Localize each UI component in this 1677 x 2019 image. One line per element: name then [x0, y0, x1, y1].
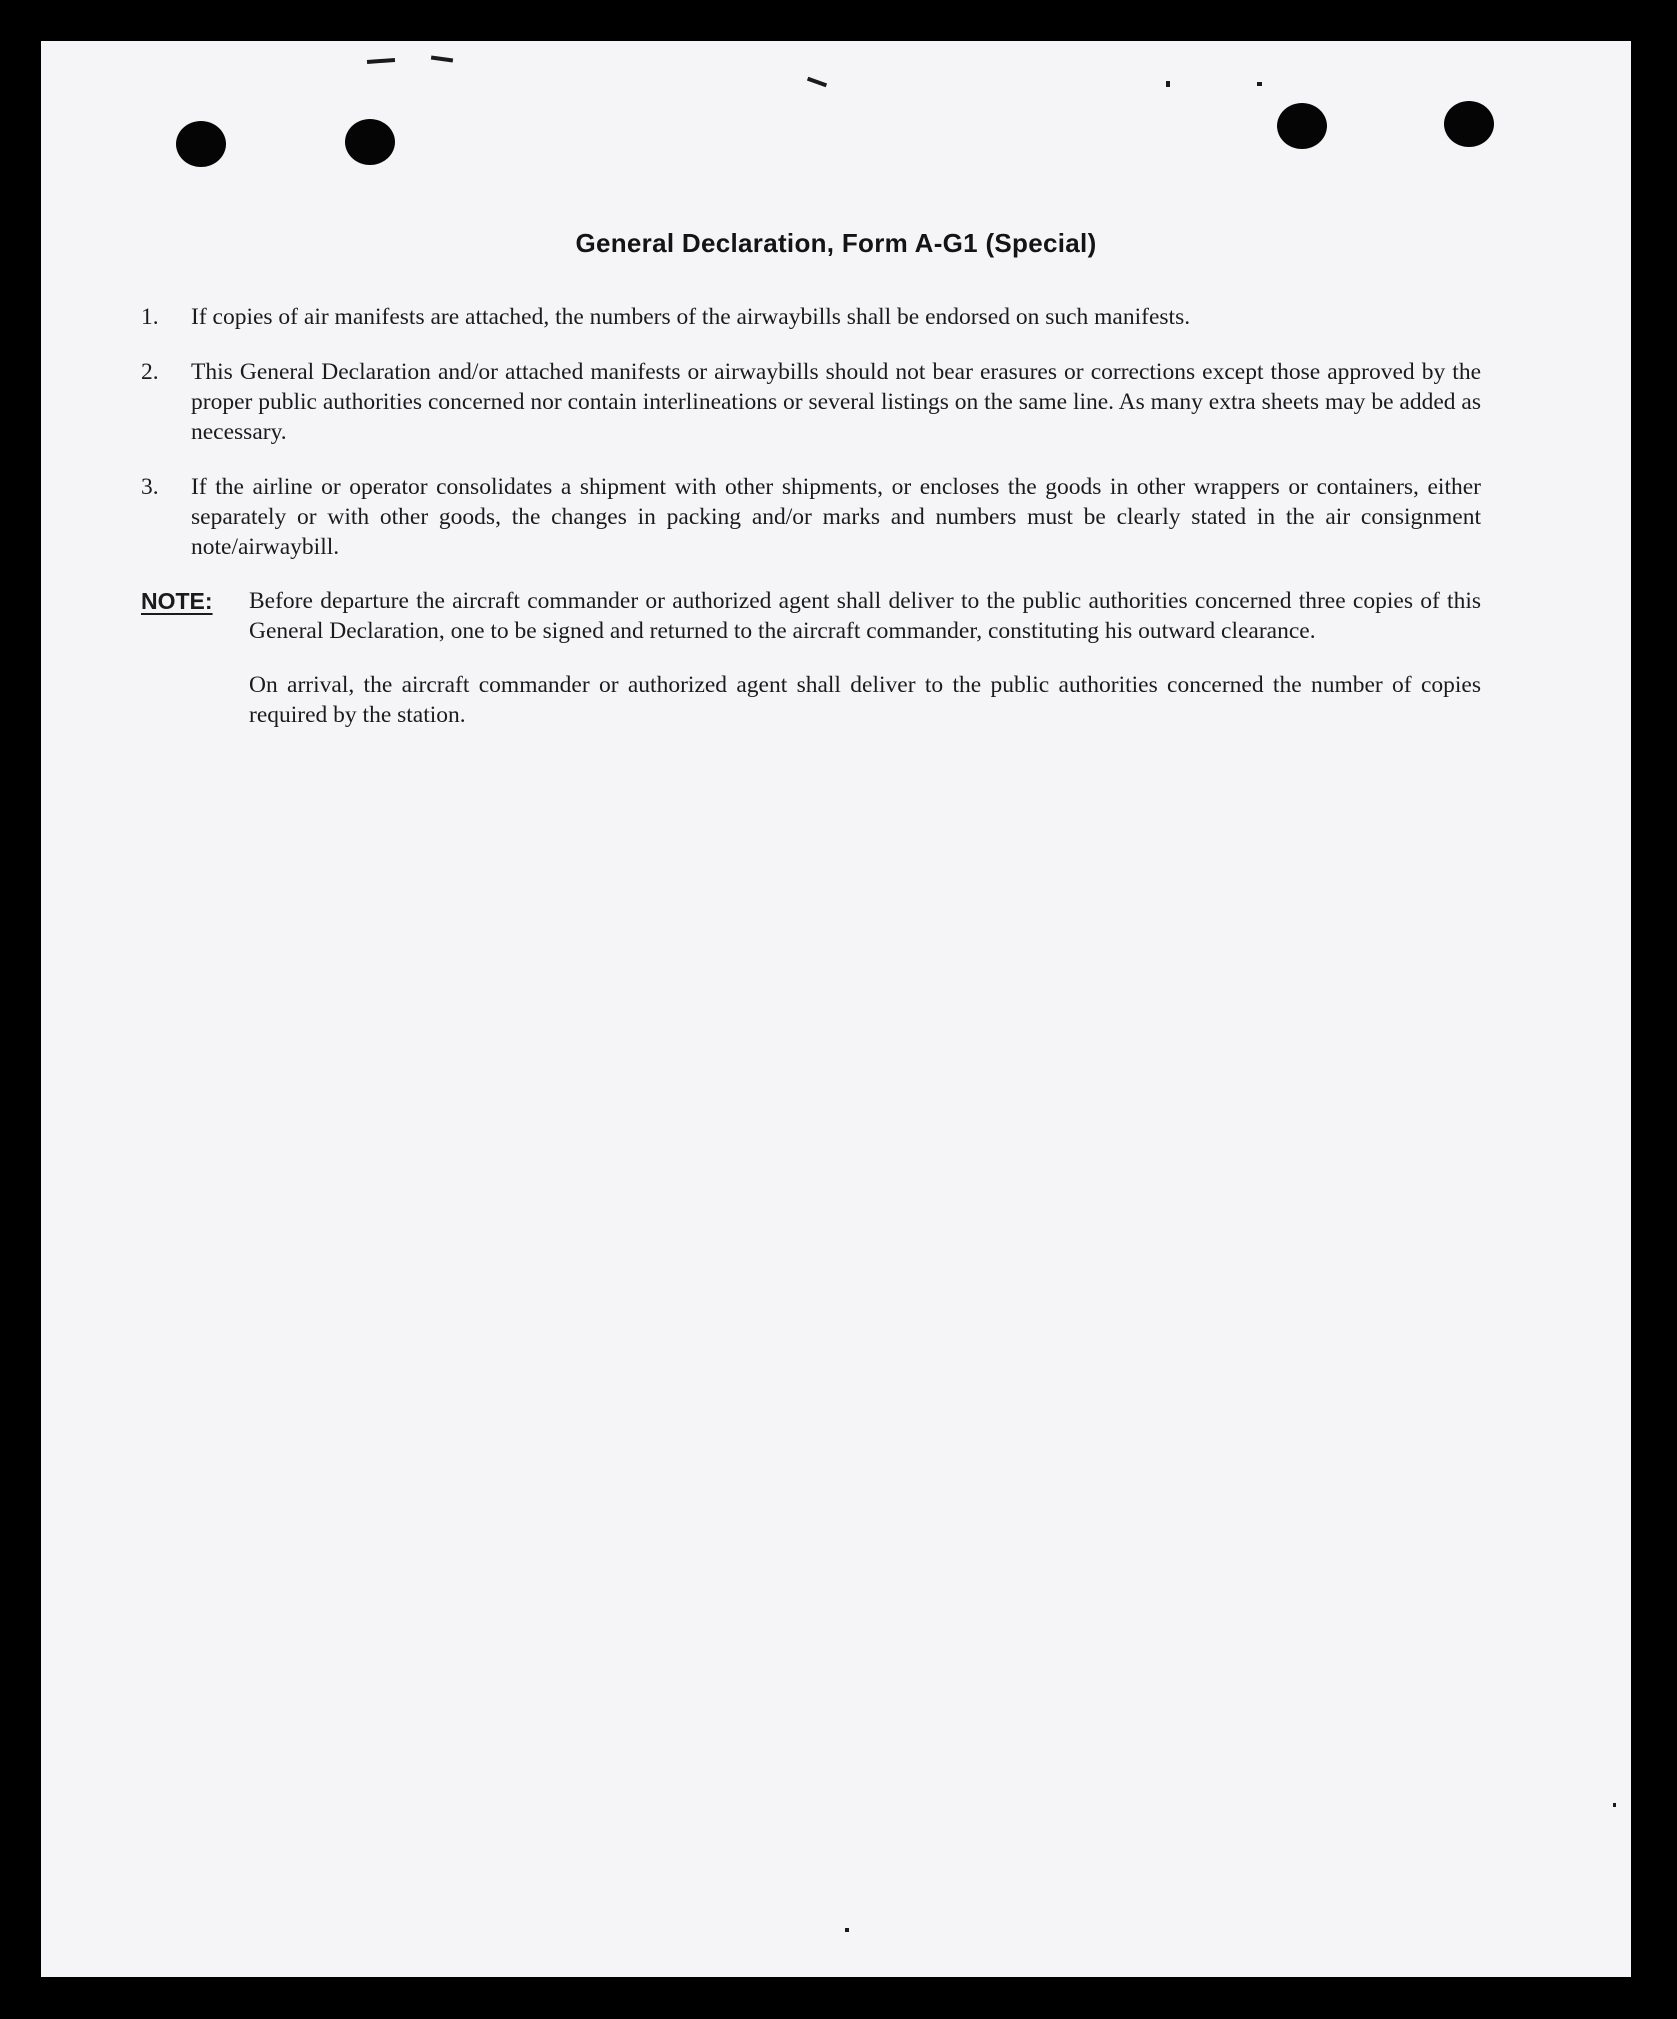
note-label: NOTE:	[141, 588, 213, 614]
punch-hole-2	[345, 119, 395, 165]
scan-mark	[807, 77, 827, 88]
item-text: This General Declaration and/or attached manifests or airwaybills should not bear erasures or corrections except those approved by the proper public authorities concerned nor contain interlineations or several listings on the same line. As many extra sheets may be added as necessary.	[191, 359, 1481, 445]
note-paragraph: On arrival, the aircraft commander or authorized agent shall deliver to the public authorities concerned the number of copies required by the station.	[249, 672, 1481, 728]
document-title: General Declaration, Form A-G1 (Special)	[575, 228, 1097, 258]
scan-mark	[1613, 1803, 1616, 1807]
punch-hole-3	[1277, 103, 1327, 149]
note-section	[141, 586, 1581, 730]
scan-mark	[1166, 81, 1170, 87]
instruction-item	[141, 302, 1581, 332]
scan-mark	[431, 55, 453, 62]
item-text: If the airline or operator consolidates a shipment with other shipments, or encloses the goods in other wrappers or containers, either separately or with other goods, the changes in packing and/or marks and numbers must be clearly stated in the air consignment note/airwaybill.	[191, 474, 1481, 560]
item-number: 3.	[141, 474, 159, 500]
punch-hole-4	[1444, 101, 1494, 147]
scan-mark	[367, 58, 395, 64]
document-page	[41, 41, 1631, 1977]
item-text: If copies of air manifests are attached, the numbers of the airwaybills shall be endorsed on such manifests.	[191, 304, 1191, 330]
note-paragraph: Before departure the aircraft commander or authorized agent shall deliver to the public authorities concerned three copies of this General Declaration, one to be signed and returned to the aircraft commander, constituting his outward clearance.	[249, 588, 1481, 644]
instruction-item	[141, 472, 1581, 562]
punch-hole-1	[176, 121, 226, 167]
item-number: 2.	[141, 359, 159, 385]
instruction-item	[141, 357, 1581, 447]
scan-mark	[1257, 82, 1262, 86]
item-number: 1.	[141, 304, 159, 330]
scan-mark	[845, 1928, 849, 1932]
